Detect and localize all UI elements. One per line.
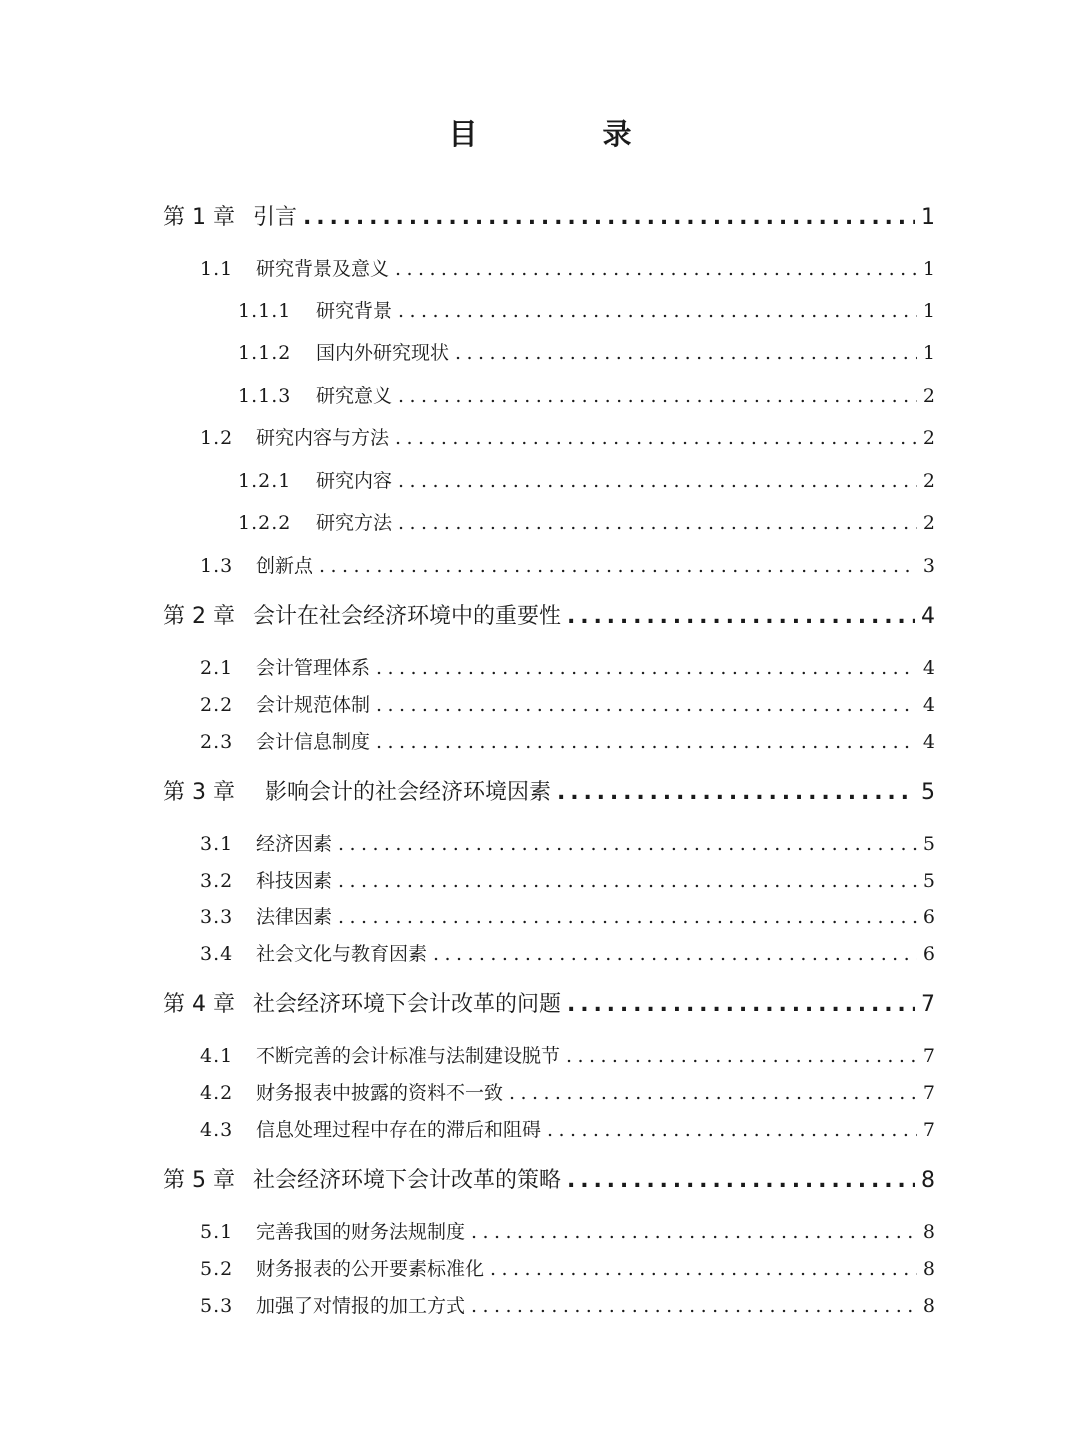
toc-section-3-1[interactable]: [200, 829, 935, 859]
toc-number: 1.2: [200, 427, 234, 449]
toc-leader-dots: [547, 1115, 917, 1145]
toc-leader-dots: [455, 338, 917, 368]
toc-title: 研究内容: [316, 470, 393, 492]
toc-page-number: 5: [921, 780, 935, 805]
toc-leader-dots: [319, 551, 917, 581]
toc-page-number: 6: [922, 906, 935, 928]
toc-page-number: 6: [922, 943, 935, 965]
toc-page-number: 1: [922, 300, 935, 322]
toc-leader-dots: [557, 776, 915, 810]
toc-subsection-1-1-1[interactable]: [238, 296, 935, 326]
toc-chapter-5[interactable]: [163, 1164, 935, 1198]
toc-title: 财务报表中披露的资料不一致: [256, 1082, 504, 1104]
toc-page-number: 2: [922, 470, 935, 492]
toc-page-number: 3: [922, 555, 935, 577]
toc-number: 1.1.3: [238, 385, 292, 407]
toc-number: 1.2.1: [238, 470, 292, 492]
toc-title: 经济因素: [256, 833, 333, 855]
toc-number: 1.1: [200, 258, 234, 280]
toc-page-number: 5: [922, 870, 935, 892]
toc-section-4-3[interactable]: [200, 1115, 935, 1145]
toc-page-number: 8: [922, 1258, 935, 1280]
toc-leader-dots: [490, 1254, 917, 1284]
toc-page-number: 1: [921, 205, 935, 230]
toc-page-number: 2: [922, 427, 935, 449]
toc-section-5-3[interactable]: [200, 1291, 935, 1321]
toc-title: 研究方法: [316, 512, 393, 534]
toc-number: 4.2: [200, 1082, 234, 1104]
toc-number: 第 4 章: [163, 992, 235, 1017]
toc-leader-dots: [398, 296, 917, 326]
toc-subsection-1-1-2[interactable]: [238, 338, 935, 368]
toc-leader-dots: [566, 1041, 917, 1071]
toc-number: 1.1.1: [238, 300, 292, 322]
toc-section-4-1[interactable]: [200, 1041, 935, 1071]
toc-number: 1.1.2: [238, 342, 292, 364]
toc-number: 3.1: [200, 833, 234, 855]
toc-section-2-3[interactable]: [200, 727, 935, 757]
toc-leader-dots: [398, 381, 917, 411]
toc-number: 4.3: [200, 1119, 234, 1141]
toc-page-number: 7: [921, 992, 935, 1017]
toc-leader-dots: [303, 201, 915, 235]
toc-chapter-2[interactable]: [163, 600, 935, 634]
toc-chapter-1[interactable]: [163, 201, 935, 235]
toc-title: 加强了对情报的加工方式: [256, 1295, 466, 1317]
toc-title: 科技因素: [256, 870, 333, 892]
toc-page-number: 4: [921, 604, 935, 629]
toc-leader-dots: [433, 939, 917, 969]
toc-number: 2.2: [200, 694, 234, 716]
toc-page-number: 4: [922, 694, 935, 716]
toc-leader-dots: [376, 653, 917, 683]
toc-number: 2.1: [200, 657, 234, 679]
toc-section-5-1[interactable]: [200, 1217, 935, 1247]
toc-title: 会计规范体制: [256, 694, 371, 716]
toc-number: 第 1 章: [163, 205, 235, 230]
toc-page-number: 7: [922, 1045, 935, 1067]
toc-page-number: 4: [922, 657, 935, 679]
toc-title: 引言: [253, 205, 298, 230]
toc-leader-dots: [471, 1291, 917, 1321]
toc-section-3-3[interactable]: [200, 902, 935, 932]
toc-number: 5.2: [200, 1258, 234, 1280]
toc-page-number: 4: [922, 731, 935, 753]
toc-leader-dots: [376, 727, 917, 757]
toc-leader-dots: [509, 1078, 917, 1108]
toc-section-5-2[interactable]: [200, 1254, 935, 1284]
toc-number: 5.3: [200, 1295, 234, 1317]
toc-leader-dots: [567, 1164, 915, 1198]
toc-number: 3.3: [200, 906, 234, 928]
toc-title: 会计在社会经济环境中的重要性: [253, 604, 562, 629]
toc-chapter-4[interactable]: [163, 988, 935, 1022]
toc-number: 1.2.2: [238, 512, 292, 534]
toc-leader-dots: [395, 254, 917, 284]
toc-title: 不断完善的会计标准与法制建设脱节: [256, 1045, 561, 1067]
toc-section-2-1[interactable]: [200, 653, 935, 683]
toc-leader-dots: [338, 866, 917, 896]
toc-page-number: 2: [922, 385, 935, 407]
toc-leader-dots: [398, 466, 917, 496]
toc-leader-dots: [338, 902, 917, 932]
toc-leader-dots: [398, 508, 917, 538]
toc-title: 会计管理体系: [256, 657, 371, 679]
toc-title: 研究意义: [316, 385, 393, 407]
toc-number: 3.2: [200, 870, 234, 892]
toc-section-3-2[interactable]: [200, 866, 935, 896]
toc-page-number: 8: [922, 1221, 935, 1243]
toc-title: 研究背景: [316, 300, 393, 322]
toc-number: 2.3: [200, 731, 234, 753]
toc-subsection-1-2-1[interactable]: [238, 466, 935, 496]
toc-title: 社会经济环境下会计改革的问题: [253, 992, 562, 1017]
toc-page-number: 7: [922, 1082, 935, 1104]
toc-title: 完善我国的财务法规制度: [256, 1221, 466, 1243]
toc-number: 第 5 章: [163, 1168, 235, 1193]
toc-leader-dots: [395, 423, 917, 453]
toc-section-4-2[interactable]: [200, 1078, 935, 1108]
toc-title: 影响会计的社会经济环境因素: [265, 780, 552, 805]
toc-page-number: 7: [922, 1119, 935, 1141]
toc-chapter-3[interactable]: [163, 776, 935, 810]
toc-section-1-2[interactable]: [200, 423, 935, 453]
toc-title: 社会文化与教育因素: [256, 943, 428, 965]
toc-title: 社会经济环境下会计改革的策略: [253, 1168, 562, 1193]
toc-number: 4.1: [200, 1045, 234, 1067]
toc-section-3-4[interactable]: [200, 939, 935, 969]
toc-page-number: 8: [921, 1168, 935, 1193]
toc-title: 法律因素: [256, 906, 333, 928]
toc-page-number: 1: [922, 258, 935, 280]
toc-number: 5.1: [200, 1221, 234, 1243]
toc-number: 第 3 章: [163, 780, 235, 805]
page-title: 目 录: [448, 117, 680, 151]
toc-page-number: 8: [922, 1295, 935, 1317]
toc-leader-dots: [471, 1217, 917, 1247]
toc-section-2-2[interactable]: [200, 690, 935, 720]
toc-page-number: 1: [922, 342, 935, 364]
toc-section-1-1[interactable]: [200, 254, 935, 284]
toc-number: 第 2 章: [163, 604, 235, 629]
toc-leader-dots: [338, 829, 917, 859]
toc-subsection-1-1-3[interactable]: [238, 381, 935, 411]
toc-title: 研究背景及意义: [256, 258, 390, 280]
toc-title: 研究内容与方法: [256, 427, 390, 449]
toc-title: 信息处理过程中存在的滞后和阻碍: [256, 1119, 542, 1141]
toc-number: 3.4: [200, 943, 234, 965]
toc-leader-dots: [567, 988, 915, 1022]
toc-leader-dots: [567, 600, 915, 634]
toc-title: 国内外研究现状: [316, 342, 450, 364]
toc-page-number: 2: [922, 512, 935, 534]
toc-section-1-3[interactable]: [200, 551, 935, 581]
toc-page-number: 5: [922, 833, 935, 855]
toc-subsection-1-2-2[interactable]: [238, 508, 935, 538]
toc-title: 会计信息制度: [256, 731, 371, 753]
toc-title: 创新点: [256, 555, 314, 577]
toc-title: 财务报表的公开要素标准化: [256, 1258, 485, 1280]
toc-number: 1.3: [200, 555, 234, 577]
toc-leader-dots: [376, 690, 917, 720]
